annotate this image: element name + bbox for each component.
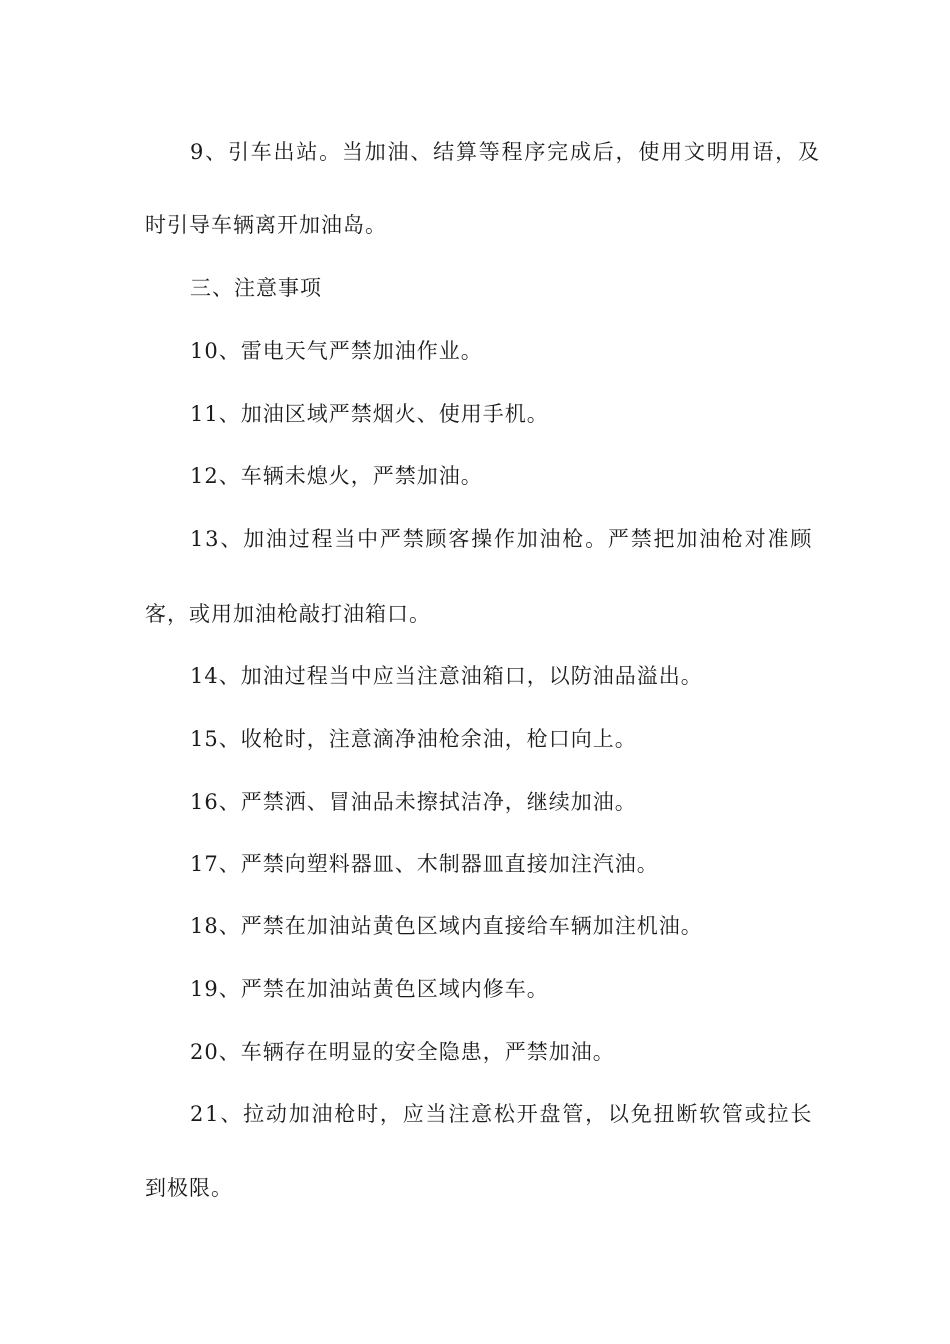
- item-21-line-2: 到极限。: [145, 1176, 233, 1200]
- item-17: 17、严禁向塑料器皿、木制器皿直接加注汽油。: [190, 852, 659, 876]
- item-11: 11、加油区域严禁烟火、使用手机。: [190, 402, 549, 426]
- item-20: 20、车辆存在明显的安全隐患，严禁加油。: [190, 1040, 615, 1064]
- section-heading-notes: 三、注意事项: [190, 276, 322, 300]
- item-16: 16、严禁洒、冒油品未擦拭洁净，继续加油。: [190, 790, 637, 814]
- item-21-line-1: 21、拉动加油枪时，应当注意松开盘管，以免扭断软管或拉长: [190, 1102, 814, 1126]
- item-14: 14、加油过程当中应当注意油箱口，以防油品溢出。: [190, 664, 703, 688]
- item-18: 18、严禁在加油站黄色区域内直接给车辆加注机油。: [190, 914, 703, 938]
- item-13-line-2: 客，或用加油枪敲打油箱口。: [145, 602, 431, 626]
- item-9-line-2: 时引导车辆离开加油岛。: [145, 213, 387, 237]
- item-15: 15、收枪时，注意滴净油枪余油，枪口向上。: [190, 727, 637, 751]
- item-12: 12、车辆未熄火，严禁加油。: [190, 464, 483, 488]
- item-19: 19、严禁在加油站黄色区域内修车。: [190, 977, 549, 1001]
- item-10: 10、雷电天气严禁加油作业。: [190, 339, 483, 363]
- item-9-line-1: 9、引车出站。当加油、结算等程序完成后，使用文明用语，及: [190, 140, 821, 164]
- item-13-line-1: 13、加油过程当中严禁顾客操作加油枪。严禁把加油枪对准顾: [190, 527, 814, 551]
